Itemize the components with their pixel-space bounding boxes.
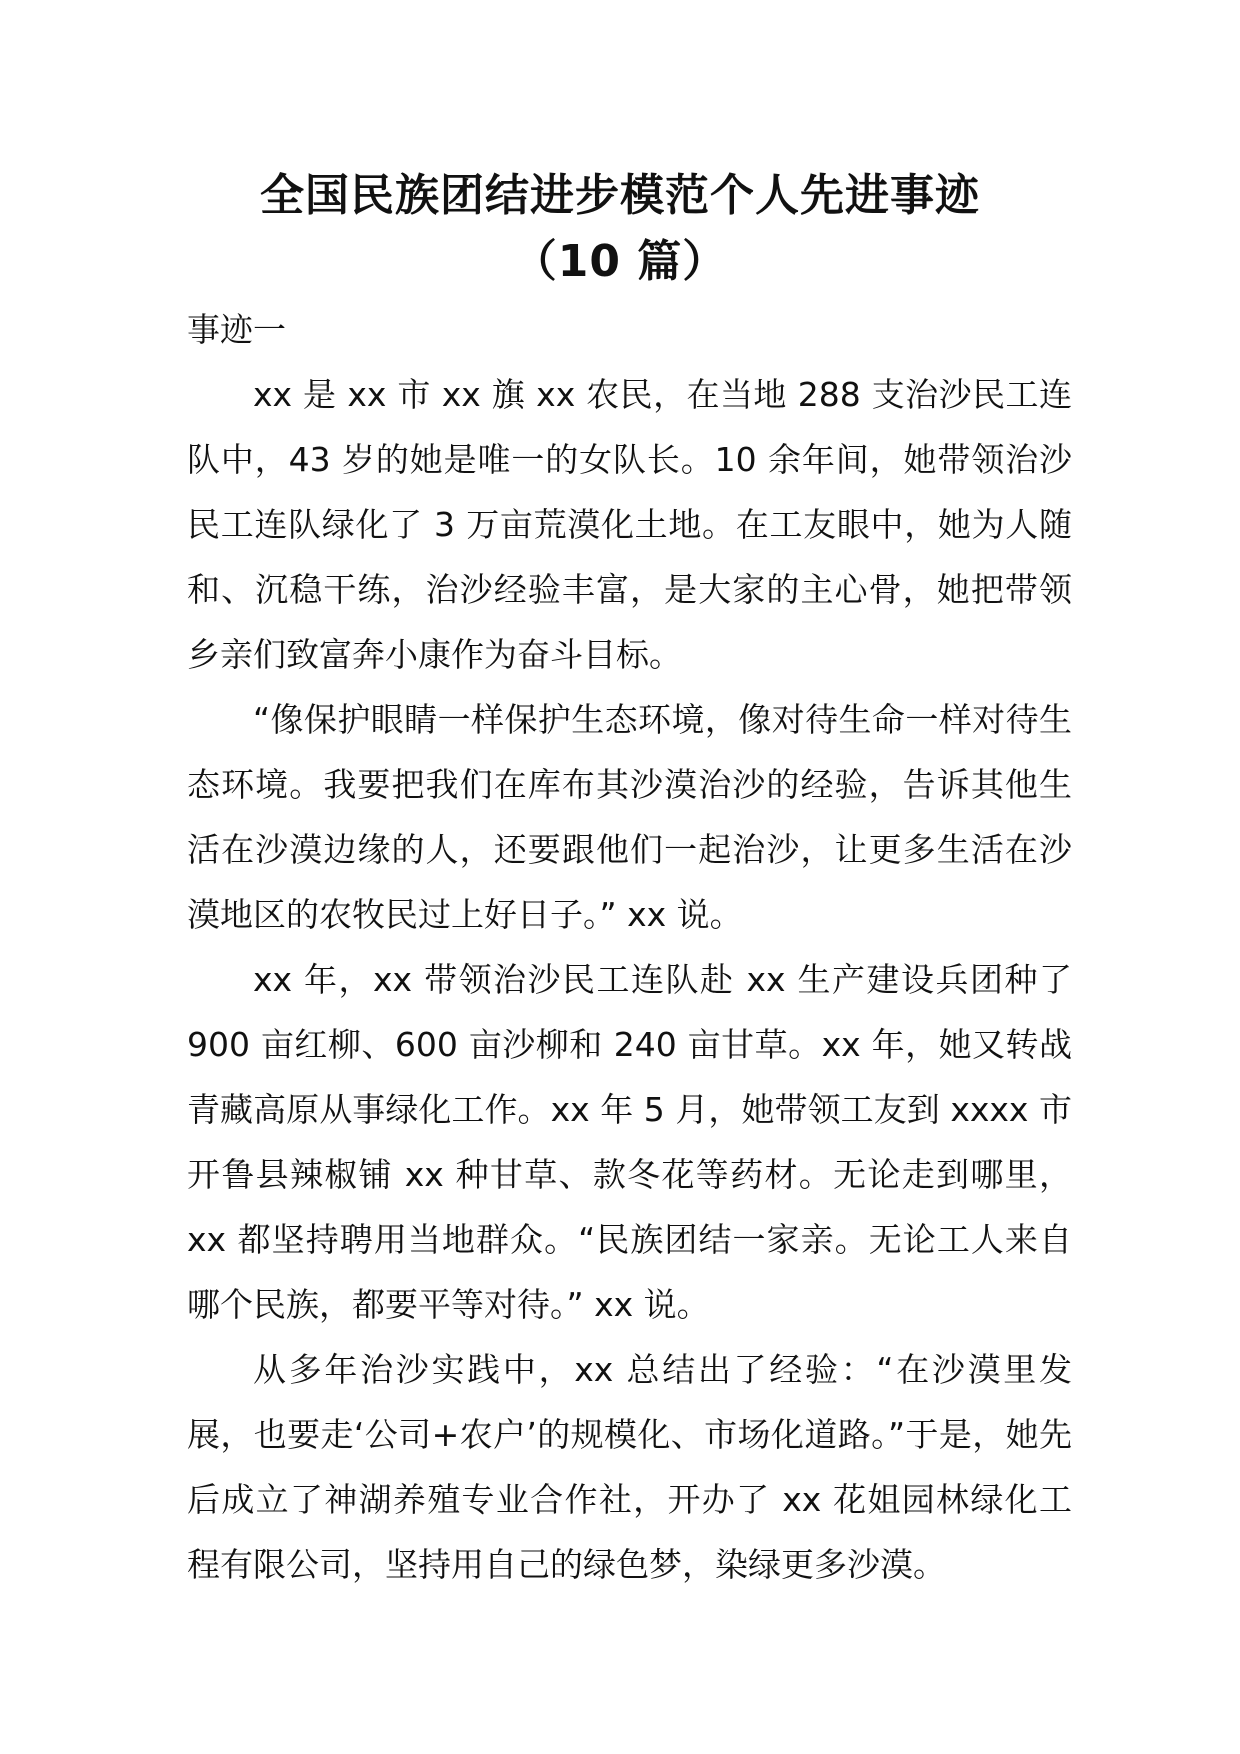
document-title-line-2: （10 篇） xyxy=(512,236,728,287)
section-heading: 事迹一 xyxy=(187,310,286,349)
document-title-line-1: 全国民族团结进步模范个人先进事迹 xyxy=(260,170,980,221)
paragraph-1: xx 是 xx 市 xx 旗 xx 农民，在当地 288 支治沙民工连队中，43 岁的她是唯一的女队长。10 余年间，她带领治沙民工连队绿化了 3 万亩荒漠化土地。在工友眼中，她为人随和、沉稳干练，治沙经验丰富，是大家的主心骨，她把带领乡亲们致富奔小康作为奋斗目标。 xyxy=(187,375,1072,674)
paragraph-2: “像保护眼睛一样保护生态环境，像对待生命一样对待生态环境。我要把我们在库布其沙漠治沙的经验，告诉其他生活在沙漠边缘的人，还要跟他们一起治沙，让更多生活在沙漠地区的农牧民过上好日子。” xx 说。 xyxy=(187,700,1072,934)
paragraph-4: 从多年治沙实践中，xx 总结出了经验：“在沙漠里发展，也要走‘公司+农户’的规模化、市场化道路。”于是，她先后成立了神湖养殖专业合作社，开办了 xx 花姐园林绿化工程有限公司，坚持用自己的绿色梦，染绿更多沙漠。 xyxy=(187,1350,1072,1584)
document-body xyxy=(187,297,1072,1597)
paragraph-3: xx 年，xx 带领治沙民工连队赴 xx 生产建设兵团种了 900 亩红柳、600 亩沙柳和 240 亩甘草。xx 年，她又转战青藏高原从事绿化工作。xx 年 5 月，她带领工友到 xxxx 市开鲁县辣椒铺 xx 种甘草、款冬花等药材。无论走到哪里，xx 都坚持聘用当地群众。“民族团结一家亲。无论工人来自哪个民族，都要平等对待。” xx 说。 xyxy=(187,960,1072,1324)
